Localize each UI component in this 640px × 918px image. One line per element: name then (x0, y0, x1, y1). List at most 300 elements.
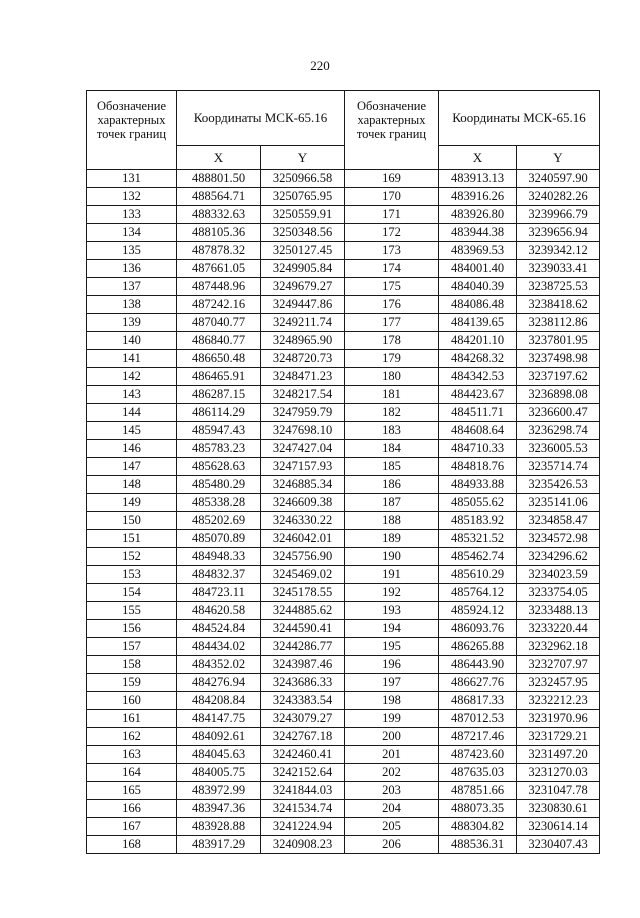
y-coordinate-cell: 3238418.62 (517, 296, 600, 314)
x-coordinate-cell: 488073.35 (439, 800, 517, 818)
table-row (345, 512, 600, 530)
y-coordinate-cell: 3250348.56 (261, 224, 345, 242)
y-coordinate-cell: 3248471.23 (261, 368, 345, 386)
y-coordinate-cell: 3241844.03 (261, 782, 345, 800)
point-number-cell: 204 (345, 800, 439, 818)
point-number-cell: 140 (87, 332, 177, 350)
x-coordinate-cell: 485462.74 (439, 548, 517, 566)
point-number-cell: 165 (87, 782, 177, 800)
y-coordinate-cell: 3249905.84 (261, 260, 345, 278)
table-row (345, 332, 600, 350)
table-row (87, 692, 345, 710)
point-number-cell: 175 (345, 278, 439, 296)
y-coordinate-cell: 3245469.02 (261, 566, 345, 584)
point-number-cell: 170 (345, 188, 439, 206)
table-row (87, 656, 345, 674)
table-row (345, 368, 600, 386)
x-coordinate-cell: 484933.88 (439, 476, 517, 494)
y-coordinate-cell: 3241224.94 (261, 818, 345, 836)
table-row (87, 602, 345, 620)
table-row (87, 548, 345, 566)
table-row (87, 746, 345, 764)
table-row (87, 260, 345, 278)
x-coordinate-cell: 484434.02 (177, 638, 261, 656)
y-coordinate-cell: 3236298.74 (517, 422, 600, 440)
y-coordinate-cell: 3246885.34 (261, 476, 345, 494)
x-coordinate-cell: 486265.88 (439, 638, 517, 656)
y-coordinate-cell: 3246330.22 (261, 512, 345, 530)
point-number-cell: 186 (345, 476, 439, 494)
point-number-cell: 161 (87, 710, 177, 728)
point-number-cell: 173 (345, 242, 439, 260)
table-row (345, 476, 600, 494)
point-number-cell: 143 (87, 386, 177, 404)
x-coordinate-cell: 486443.90 (439, 656, 517, 674)
x-coordinate-cell: 484342.53 (439, 368, 517, 386)
x-coordinate-cell: 488304.82 (439, 818, 517, 836)
x-coordinate-cell: 486627.76 (439, 674, 517, 692)
point-number-cell: 166 (87, 800, 177, 818)
y-coordinate-cell: 3242460.41 (261, 746, 345, 764)
table-row (345, 710, 600, 728)
table-row (345, 836, 600, 854)
point-number-cell: 197 (345, 674, 439, 692)
table-row (345, 584, 600, 602)
point-number-cell: 138 (87, 296, 177, 314)
x-coordinate-cell: 485202.69 (177, 512, 261, 530)
y-coordinate-cell: 3231970.96 (517, 710, 600, 728)
point-number-cell: 174 (345, 260, 439, 278)
x-coordinate-cell: 484139.65 (439, 314, 517, 332)
table-row (87, 800, 345, 818)
point-number-cell: 178 (345, 332, 439, 350)
y-coordinate-cell: 3244885.62 (261, 602, 345, 620)
x-coordinate-cell: 484086.48 (439, 296, 517, 314)
point-number-cell: 193 (345, 602, 439, 620)
table-row (87, 350, 345, 368)
table-row (345, 782, 600, 800)
point-number-cell: 184 (345, 440, 439, 458)
x-header: X (439, 145, 517, 169)
y-coordinate-cell: 3238725.53 (517, 278, 600, 296)
y-coordinate-cell: 3239656.94 (517, 224, 600, 242)
table-row (345, 746, 600, 764)
point-number-cell: 139 (87, 314, 177, 332)
x-coordinate-cell: 484710.33 (439, 440, 517, 458)
table-row (345, 188, 600, 206)
table-row (345, 296, 600, 314)
y-coordinate-cell: 3244590.41 (261, 620, 345, 638)
y-header: Y (517, 145, 600, 169)
point-number-cell: 163 (87, 746, 177, 764)
point-number-cell: 164 (87, 764, 177, 782)
x-coordinate-cell: 486287.15 (177, 386, 261, 404)
x-coordinate-cell: 484511.71 (439, 404, 517, 422)
point-number-cell: 180 (345, 368, 439, 386)
x-coordinate-cell: 486817.33 (439, 692, 517, 710)
point-number-cell: 135 (87, 242, 177, 260)
x-coordinate-cell: 486650.48 (177, 350, 261, 368)
table-row (345, 206, 600, 224)
table-row (87, 314, 345, 332)
point-number-cell: 133 (87, 206, 177, 224)
y-coordinate-cell: 3245178.55 (261, 584, 345, 602)
table-row (87, 782, 345, 800)
x-coordinate-cell: 485480.29 (177, 476, 261, 494)
point-number-cell: 176 (345, 296, 439, 314)
y-coordinate-cell: 3233220.44 (517, 620, 600, 638)
table-row (87, 278, 345, 296)
x-coordinate-cell: 485764.12 (439, 584, 517, 602)
point-number-cell: 195 (345, 638, 439, 656)
point-number-cell: 201 (345, 746, 439, 764)
coordinates-header: Координаты МСК-65.16 (439, 91, 600, 146)
x-coordinate-cell: 485055.62 (439, 494, 517, 512)
x-coordinate-cell: 488564.71 (177, 188, 261, 206)
y-coordinate-cell: 3248965.90 (261, 332, 345, 350)
point-number-cell: 177 (345, 314, 439, 332)
x-coordinate-cell: 483913.13 (439, 170, 517, 188)
table-row (87, 422, 345, 440)
y-coordinate-cell: 3239342.12 (517, 242, 600, 260)
point-number-cell: 156 (87, 620, 177, 638)
point-number-cell: 145 (87, 422, 177, 440)
y-coordinate-cell: 3235426.53 (517, 476, 600, 494)
table-row (345, 386, 600, 404)
y-coordinate-cell: 3247959.79 (261, 404, 345, 422)
x-coordinate-cell: 484040.39 (439, 278, 517, 296)
point-number-cell: 199 (345, 710, 439, 728)
point-number-cell: 203 (345, 782, 439, 800)
x-coordinate-cell: 484045.63 (177, 746, 261, 764)
table-row (345, 440, 600, 458)
point-number-cell: 185 (345, 458, 439, 476)
x-coordinate-cell: 484832.37 (177, 566, 261, 584)
y-coordinate-cell: 3245756.90 (261, 548, 345, 566)
point-number-cell: 150 (87, 512, 177, 530)
x-coordinate-cell: 483972.99 (177, 782, 261, 800)
table-row (87, 170, 345, 188)
point-number-cell: 148 (87, 476, 177, 494)
table-row (345, 566, 600, 584)
table-row (345, 494, 600, 512)
y-coordinate-cell: 3242767.18 (261, 728, 345, 746)
x-coordinate-cell: 485183.92 (439, 512, 517, 530)
point-number-cell: 149 (87, 494, 177, 512)
point-number-cell: 192 (345, 584, 439, 602)
y-coordinate-cell: 3238112.86 (517, 314, 600, 332)
y-coordinate-cell: 3250765.95 (261, 188, 345, 206)
point-number-cell: 144 (87, 404, 177, 422)
point-number-cell: 155 (87, 602, 177, 620)
x-coordinate-cell: 484352.02 (177, 656, 261, 674)
point-number-cell: 167 (87, 818, 177, 836)
table-row (345, 800, 600, 818)
table-row (87, 494, 345, 512)
point-number-cell: 157 (87, 638, 177, 656)
y-coordinate-cell: 3239033.41 (517, 260, 600, 278)
y-coordinate-cell: 3246609.38 (261, 494, 345, 512)
point-number-cell: 196 (345, 656, 439, 674)
y-coordinate-cell: 3250127.45 (261, 242, 345, 260)
y-coordinate-cell: 3237801.95 (517, 332, 600, 350)
y-coordinate-cell: 3248720.73 (261, 350, 345, 368)
y-coordinate-cell: 3240597.90 (517, 170, 600, 188)
y-coordinate-cell: 3230830.61 (517, 800, 600, 818)
y-coordinate-cell: 3234572.98 (517, 530, 600, 548)
x-coordinate-cell: 486465.91 (177, 368, 261, 386)
point-number-cell: 188 (345, 512, 439, 530)
y-coordinate-cell: 3247427.04 (261, 440, 345, 458)
x-coordinate-cell: 488536.31 (439, 836, 517, 854)
table-row (87, 638, 345, 656)
y-coordinate-cell: 3248217.54 (261, 386, 345, 404)
table-row (87, 512, 345, 530)
table-row (345, 764, 600, 782)
y-coordinate-cell: 3231729.21 (517, 728, 600, 746)
designation-header: Обозначение характерных точек границ (345, 91, 439, 170)
y-coordinate-cell: 3235714.74 (517, 458, 600, 476)
x-coordinate-cell: 483917.29 (177, 836, 261, 854)
point-number-cell: 206 (345, 836, 439, 854)
x-coordinate-cell: 485321.52 (439, 530, 517, 548)
table-row (87, 458, 345, 476)
y-coordinate-cell: 3241534.74 (261, 800, 345, 818)
point-number-cell: 147 (87, 458, 177, 476)
point-number-cell: 160 (87, 692, 177, 710)
x-header: X (177, 145, 261, 169)
point-number-cell: 168 (87, 836, 177, 854)
table-row (87, 584, 345, 602)
table-row (87, 440, 345, 458)
point-number-cell: 142 (87, 368, 177, 386)
point-number-cell: 182 (345, 404, 439, 422)
x-coordinate-cell: 487242.16 (177, 296, 261, 314)
coordinates-body-right (345, 170, 600, 854)
table-row (87, 242, 345, 260)
x-coordinate-cell: 483926.80 (439, 206, 517, 224)
table-row (345, 260, 600, 278)
table-row (345, 422, 600, 440)
x-coordinate-cell: 484723.11 (177, 584, 261, 602)
x-coordinate-cell: 484818.76 (439, 458, 517, 476)
x-coordinate-cell: 485070.89 (177, 530, 261, 548)
x-coordinate-cell: 484268.32 (439, 350, 517, 368)
y-coordinate-cell: 3243686.33 (261, 674, 345, 692)
x-coordinate-cell: 483969.53 (439, 242, 517, 260)
y-coordinate-cell: 3249679.27 (261, 278, 345, 296)
y-coordinate-cell: 3236898.08 (517, 386, 600, 404)
point-number-cell: 205 (345, 818, 439, 836)
coordinates-table-left (86, 90, 345, 854)
x-coordinate-cell: 483944.38 (439, 224, 517, 242)
point-number-cell: 181 (345, 386, 439, 404)
table-row (87, 818, 345, 836)
x-coordinate-cell: 485947.43 (177, 422, 261, 440)
x-coordinate-cell: 486114.29 (177, 404, 261, 422)
point-number-cell: 158 (87, 656, 177, 674)
x-coordinate-cell: 484608.64 (439, 422, 517, 440)
y-coordinate-cell: 3234296.62 (517, 548, 600, 566)
x-coordinate-cell: 487012.53 (439, 710, 517, 728)
y-coordinate-cell: 3234858.47 (517, 512, 600, 530)
point-number-cell: 169 (345, 170, 439, 188)
table-row (87, 296, 345, 314)
x-coordinate-cell: 484620.58 (177, 602, 261, 620)
y-coordinate-cell: 3250559.91 (261, 206, 345, 224)
x-coordinate-cell: 484208.84 (177, 692, 261, 710)
y-coordinate-cell: 3240282.26 (517, 188, 600, 206)
y-coordinate-cell: 3232457.95 (517, 674, 600, 692)
x-coordinate-cell: 484147.75 (177, 710, 261, 728)
point-number-cell: 194 (345, 620, 439, 638)
point-number-cell: 136 (87, 260, 177, 278)
y-coordinate-cell: 3247698.10 (261, 422, 345, 440)
y-coordinate-cell: 3232962.18 (517, 638, 600, 656)
y-coordinate-cell: 3240908.23 (261, 836, 345, 854)
y-coordinate-cell: 3246042.01 (261, 530, 345, 548)
y-coordinate-cell: 3231047.78 (517, 782, 600, 800)
table-row (87, 710, 345, 728)
table-row (345, 602, 600, 620)
x-coordinate-cell: 484005.75 (177, 764, 261, 782)
x-coordinate-cell: 485610.29 (439, 566, 517, 584)
table-row (345, 548, 600, 566)
point-number-cell: 141 (87, 350, 177, 368)
y-coordinate-cell: 3233754.05 (517, 584, 600, 602)
point-number-cell: 200 (345, 728, 439, 746)
y-coordinate-cell: 3230614.14 (517, 818, 600, 836)
table-row (87, 728, 345, 746)
x-coordinate-cell: 487423.60 (439, 746, 517, 764)
table-row (87, 404, 345, 422)
x-coordinate-cell: 483916.26 (439, 188, 517, 206)
table-row (87, 476, 345, 494)
table-row (345, 818, 600, 836)
point-number-cell: 137 (87, 278, 177, 296)
table-row (87, 566, 345, 584)
table-row (87, 530, 345, 548)
x-coordinate-cell: 487661.05 (177, 260, 261, 278)
table-row (345, 620, 600, 638)
table-row (345, 674, 600, 692)
table-row (87, 674, 345, 692)
x-coordinate-cell: 488105.36 (177, 224, 261, 242)
table-row (87, 368, 345, 386)
x-coordinate-cell: 485338.28 (177, 494, 261, 512)
table-row (345, 224, 600, 242)
y-coordinate-cell: 3243079.27 (261, 710, 345, 728)
x-coordinate-cell: 487878.32 (177, 242, 261, 260)
table-row (345, 458, 600, 476)
y-coordinate-cell: 3243383.54 (261, 692, 345, 710)
point-number-cell: 171 (345, 206, 439, 224)
x-coordinate-cell: 485628.63 (177, 458, 261, 476)
table-row (87, 764, 345, 782)
x-coordinate-cell: 484948.33 (177, 548, 261, 566)
point-number-cell: 151 (87, 530, 177, 548)
x-coordinate-cell: 487040.77 (177, 314, 261, 332)
x-coordinate-cell: 487851.66 (439, 782, 517, 800)
x-coordinate-cell: 484092.61 (177, 728, 261, 746)
point-number-cell: 172 (345, 224, 439, 242)
y-coordinate-cell: 3242152.64 (261, 764, 345, 782)
x-coordinate-cell: 484423.67 (439, 386, 517, 404)
point-number-cell: 132 (87, 188, 177, 206)
table-row (345, 692, 600, 710)
table-row (87, 620, 345, 638)
y-coordinate-cell: 3236005.53 (517, 440, 600, 458)
x-coordinate-cell: 484001.40 (439, 260, 517, 278)
point-number-cell: 183 (345, 422, 439, 440)
table-row (345, 242, 600, 260)
x-coordinate-cell: 488801.50 (177, 170, 261, 188)
point-number-cell: 162 (87, 728, 177, 746)
coordinates-header: Координаты МСК-65.16 (177, 91, 345, 146)
y-coordinate-cell: 3233488.13 (517, 602, 600, 620)
coordinates-table-right (344, 90, 600, 854)
point-number-cell: 146 (87, 440, 177, 458)
table-row (345, 350, 600, 368)
point-number-cell: 154 (87, 584, 177, 602)
x-coordinate-cell: 484276.94 (177, 674, 261, 692)
y-coordinate-cell: 3250966.58 (261, 170, 345, 188)
table-row (345, 278, 600, 296)
y-coordinate-cell: 3249447.86 (261, 296, 345, 314)
designation-header: Обозначение характерных точек границ (87, 91, 177, 170)
table-row (87, 206, 345, 224)
point-number-cell: 187 (345, 494, 439, 512)
y-coordinate-cell: 3249211.74 (261, 314, 345, 332)
x-coordinate-cell: 484201.10 (439, 332, 517, 350)
table-row (345, 728, 600, 746)
table-row (87, 836, 345, 854)
table-row (345, 530, 600, 548)
point-number-cell: 191 (345, 566, 439, 584)
x-coordinate-cell: 486093.76 (439, 620, 517, 638)
y-coordinate-cell: 3247157.93 (261, 458, 345, 476)
point-number-cell: 189 (345, 530, 439, 548)
x-coordinate-cell: 485924.12 (439, 602, 517, 620)
y-coordinate-cell: 3232212.23 (517, 692, 600, 710)
table-row (87, 224, 345, 242)
table-row (345, 170, 600, 188)
y-header: Y (261, 145, 345, 169)
table-row (87, 188, 345, 206)
x-coordinate-cell: 487448.96 (177, 278, 261, 296)
table-row (345, 656, 600, 674)
point-number-cell: 190 (345, 548, 439, 566)
y-coordinate-cell: 3234023.59 (517, 566, 600, 584)
x-coordinate-cell: 483947.36 (177, 800, 261, 818)
y-coordinate-cell: 3244286.77 (261, 638, 345, 656)
y-coordinate-cell: 3231270.03 (517, 764, 600, 782)
x-coordinate-cell: 483928.88 (177, 818, 261, 836)
x-coordinate-cell: 485783.23 (177, 440, 261, 458)
table-row (345, 638, 600, 656)
point-number-cell: 131 (87, 170, 177, 188)
x-coordinate-cell: 487217.46 (439, 728, 517, 746)
y-coordinate-cell: 3237197.62 (517, 368, 600, 386)
y-coordinate-cell: 3236600.47 (517, 404, 600, 422)
point-number-cell: 152 (87, 548, 177, 566)
y-coordinate-cell: 3232707.97 (517, 656, 600, 674)
point-number-cell: 179 (345, 350, 439, 368)
point-number-cell: 134 (87, 224, 177, 242)
coordinates-body-left (87, 170, 345, 854)
point-number-cell: 153 (87, 566, 177, 584)
y-coordinate-cell: 3239966.79 (517, 206, 600, 224)
